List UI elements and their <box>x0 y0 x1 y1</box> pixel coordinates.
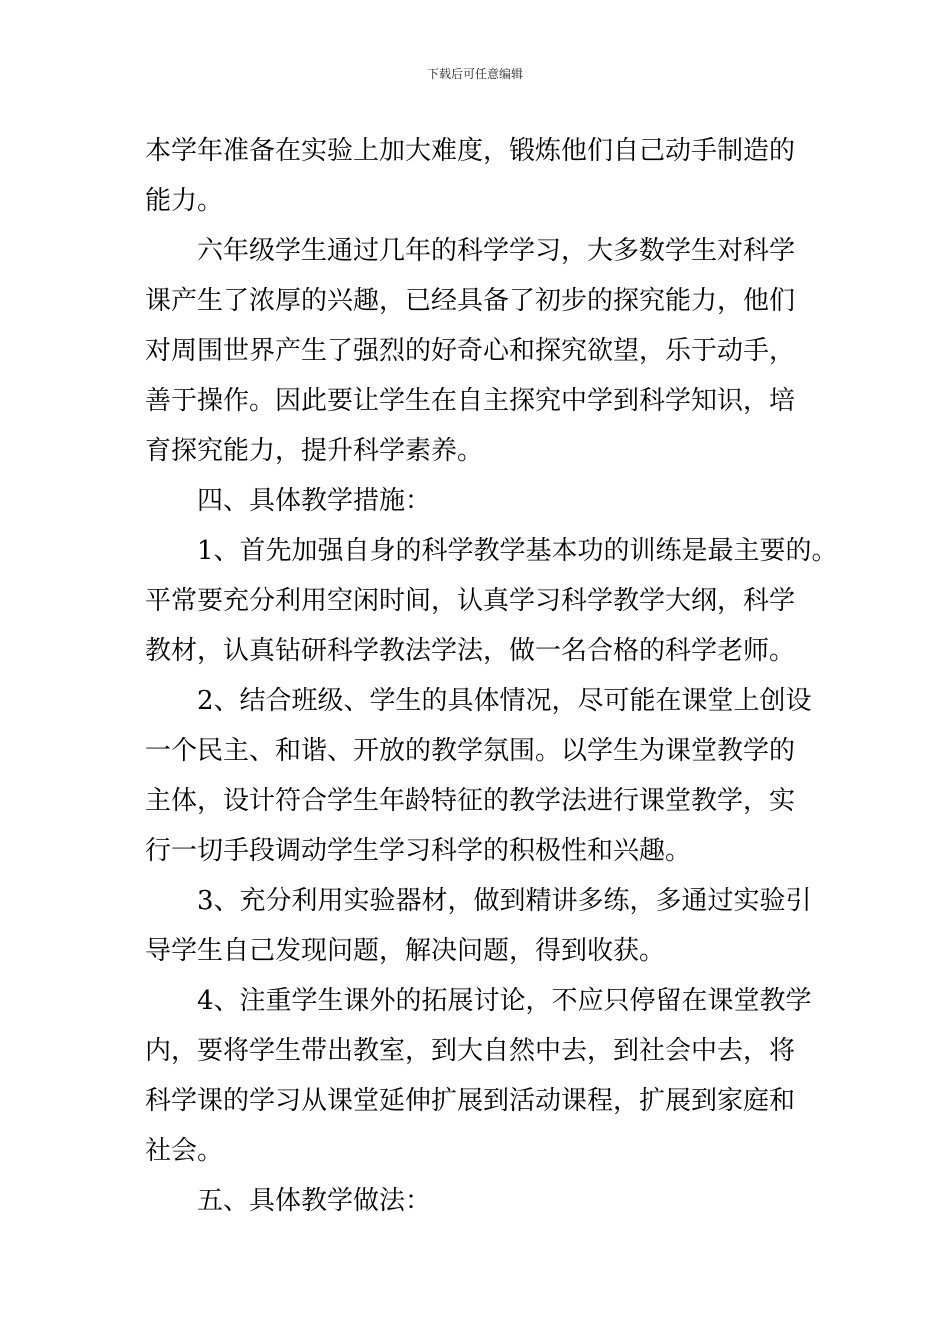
text-line: 社会。 <box>145 1136 224 1166</box>
paragraph-start: 2、结合班级、学生的具体情况，尽可能在课堂上创设 <box>197 686 812 716</box>
text-line: 育探究能力，提升科学素养。 <box>145 436 484 466</box>
text-line: 教材，认真钻研科学教法学法，做一名合格的科学老师。 <box>145 636 796 666</box>
document-body <box>145 126 838 1226</box>
text-line: 能力。 <box>145 186 224 216</box>
text-line: 对周围世界产生了强烈的好奇心和探究欲望，乐于动手， <box>145 336 796 366</box>
text-line: 内，要将学生带出教室，到大自然中去，到社会中去，将 <box>145 1036 796 1066</box>
paragraph-start: 1、首先加强自身的科学教学基本功的训练是最主要的。 <box>197 536 838 566</box>
text-line: 课产生了浓厚的兴趣，已经具备了初步的探究能力，他们 <box>145 286 796 316</box>
text-line: 主体，设计符合学生年龄特征的教学法进行课堂教学，实 <box>145 786 796 816</box>
text-line: 一个民主、和谐、开放的教学氛围。以学生为课堂教学的 <box>145 736 796 766</box>
paragraph-start: 3、充分利用实验器材，做到精讲多练，多通过实验引 <box>197 886 812 916</box>
section-heading: 五、具体教学做法： <box>197 1186 432 1216</box>
text-line: 科学课的学习从课堂延伸扩展到活动课程，扩展到家庭和 <box>145 1086 796 1116</box>
text-line: 善于操作。因此要让学生在自主探究中学到科学知识，培 <box>145 386 796 416</box>
text-line: 平常要充分利用空闲时间，认真学习科学教学大纲，科学 <box>145 586 796 616</box>
paragraph-start: 4、注重学生课外的拓展讨论，不应只停留在课堂教学 <box>197 986 812 1016</box>
text-line: 本学年准备在实验上加大难度，锻炼他们自己动手制造的 <box>145 136 796 166</box>
paragraph-start: 六年级学生通过几年的科学学习，大多数学生对科学 <box>197 236 796 266</box>
page-header: 下载后可任意编辑 <box>426 67 523 81</box>
section-heading: 四、具体教学措施： <box>197 486 432 516</box>
text-line: 导学生自己发现问题，解决问题，得到收获。 <box>145 936 666 966</box>
text-line: 行一切手段调动学生学习科学的积极性和兴趣。 <box>145 836 692 866</box>
